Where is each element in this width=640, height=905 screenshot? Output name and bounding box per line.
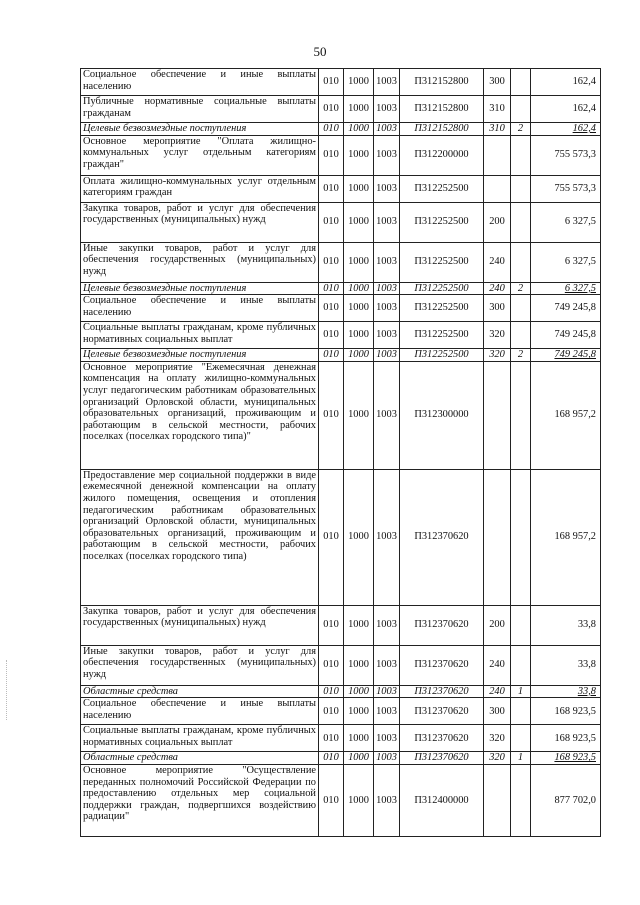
cell-target-article: П312252500 — [400, 322, 484, 349]
cell-name: Социальные выплаты гражданам, кроме публичных нормативных социальных выплат — [81, 322, 319, 349]
cell-funding-source — [511, 242, 531, 282]
cell-funding-source — [511, 469, 531, 605]
table-row — [81, 242, 601, 282]
cell-subsection: 1003 — [374, 135, 400, 175]
cell-funding-source — [511, 764, 531, 836]
cell-target-article: П312300000 — [400, 361, 484, 469]
table-row — [81, 123, 601, 136]
cell-target-article: П312370620 — [400, 698, 484, 725]
cell-subsection: 1003 — [374, 349, 400, 362]
cell-grbs: 010 — [319, 469, 344, 605]
cell-target-article: П312152800 — [400, 123, 484, 136]
cell-funding-source — [511, 96, 531, 123]
cell-subsection: 1003 — [374, 361, 400, 469]
budget-table — [80, 68, 601, 837]
cell-target-article: П312370620 — [400, 645, 484, 685]
cell-amount: 749 245,8 — [531, 295, 601, 322]
cell-section: 1000 — [344, 322, 374, 349]
cell-expense-type: 240 — [484, 685, 511, 698]
cell-name: Предоставление мер социальной поддержки в виде ежемесячной денежной компенсации на оплату жилого помещения, освещения и отопления педагогическим работникам образовательных организаций Орловской области, муниципальных образовательных организаций, проживающим и работающим в сельской местности, рабочих поселках (поселках городского типа) — [81, 469, 319, 605]
cell-subsection: 1003 — [374, 69, 400, 96]
cell-expense-type: 320 — [484, 725, 511, 752]
table-row — [81, 322, 601, 349]
cell-grbs: 010 — [319, 645, 344, 685]
table-row — [81, 469, 601, 605]
cell-subsection: 1003 — [374, 764, 400, 836]
cell-target-article: П312370620 — [400, 725, 484, 752]
table-row — [81, 698, 601, 725]
cell-subsection: 1003 — [374, 725, 400, 752]
cell-amount: 168 923,5 — [531, 698, 601, 725]
cell-name: Областные средства — [81, 752, 319, 765]
cell-funding-source: 1 — [511, 685, 531, 698]
cell-name: Социальное обеспечение и иные выплаты населению — [81, 69, 319, 96]
cell-funding-source — [511, 725, 531, 752]
cell-name: Основное мероприятие "Осуществление переданных полномочий Российской Федерации по предоставлению отдельных мер социальной поддержки граждан, подвергшихся воздействию радиации" — [81, 764, 319, 836]
table-row — [81, 175, 601, 202]
cell-name: Социальное обеспечение и иные выплаты населению — [81, 295, 319, 322]
table-row — [81, 96, 601, 123]
cell-grbs: 010 — [319, 752, 344, 765]
cell-section: 1000 — [344, 469, 374, 605]
cell-funding-source — [511, 202, 531, 242]
cell-target-article: П312252500 — [400, 202, 484, 242]
cell-expense-type: 320 — [484, 752, 511, 765]
cell-amount: 162,4 — [531, 69, 601, 96]
cell-target-article: П312400000 — [400, 764, 484, 836]
cell-amount: 6 327,5 — [531, 242, 601, 282]
cell-section: 1000 — [344, 96, 374, 123]
cell-expense-type: 310 — [484, 123, 511, 136]
cell-subsection: 1003 — [374, 322, 400, 349]
cell-subsection: 1003 — [374, 242, 400, 282]
cell-section: 1000 — [344, 725, 374, 752]
cell-name: Основное мероприятие "Оплата жилищно-коммунальных услуг отдельным категориям граждан" — [81, 135, 319, 175]
margin-mark — [6, 660, 9, 720]
cell-section: 1000 — [344, 764, 374, 836]
cell-target-article: П312252500 — [400, 282, 484, 295]
table-row — [81, 202, 601, 242]
cell-name: Целевые безвозмездные поступления — [81, 123, 319, 136]
cell-grbs: 010 — [319, 605, 344, 645]
cell-amount: 755 573,3 — [531, 175, 601, 202]
table-row — [81, 725, 601, 752]
cell-subsection: 1003 — [374, 123, 400, 136]
cell-amount: 168 923,5 — [531, 752, 601, 765]
cell-funding-source: 2 — [511, 123, 531, 136]
cell-amount: 33,8 — [531, 645, 601, 685]
cell-funding-source — [511, 322, 531, 349]
cell-subsection: 1003 — [374, 685, 400, 698]
cell-target-article: П312152800 — [400, 69, 484, 96]
table-row — [81, 685, 601, 698]
cell-expense-type: 310 — [484, 96, 511, 123]
cell-funding-source — [511, 135, 531, 175]
cell-funding-source — [511, 361, 531, 469]
cell-grbs: 010 — [319, 123, 344, 136]
cell-expense-type: 320 — [484, 322, 511, 349]
cell-target-article: П312370620 — [400, 469, 484, 605]
cell-grbs: 010 — [319, 685, 344, 698]
cell-section: 1000 — [344, 135, 374, 175]
page-number: 50 — [313, 44, 327, 59]
cell-funding-source — [511, 69, 531, 96]
cell-expense-type: 200 — [484, 605, 511, 645]
cell-amount: 749 245,8 — [531, 322, 601, 349]
cell-amount: 162,4 — [531, 96, 601, 123]
cell-grbs: 010 — [319, 202, 344, 242]
cell-expense-type — [484, 175, 511, 202]
cell-name: Закупка товаров, работ и услуг для обеспечения государственных (муниципальных) нужд — [81, 605, 319, 645]
cell-funding-source — [511, 645, 531, 685]
cell-grbs: 010 — [319, 175, 344, 202]
cell-subsection: 1003 — [374, 202, 400, 242]
cell-target-article: П312370620 — [400, 752, 484, 765]
cell-grbs: 010 — [319, 698, 344, 725]
cell-amount: 33,8 — [531, 605, 601, 645]
cell-name: Целевые безвозмездные поступления — [81, 349, 319, 362]
cell-grbs: 010 — [319, 69, 344, 96]
cell-section: 1000 — [344, 645, 374, 685]
cell-target-article: П312152800 — [400, 96, 484, 123]
cell-subsection: 1003 — [374, 698, 400, 725]
cell-name: Закупка товаров, работ и услуг для обеспечения государственных (муниципальных) нужд — [81, 202, 319, 242]
cell-amount: 162,4 — [531, 123, 601, 136]
cell-expense-type — [484, 135, 511, 175]
budget-table-body — [81, 69, 601, 837]
cell-target-article: П312370620 — [400, 685, 484, 698]
cell-grbs: 010 — [319, 725, 344, 752]
cell-expense-type: 200 — [484, 202, 511, 242]
cell-grbs: 010 — [319, 349, 344, 362]
table-row — [81, 135, 601, 175]
cell-expense-type: 300 — [484, 698, 511, 725]
cell-amount: 168 957,2 — [531, 361, 601, 469]
cell-grbs: 010 — [319, 295, 344, 322]
cell-amount: 749 245,8 — [531, 349, 601, 362]
cell-name: Иные закупки товаров, работ и услуг для обеспечения государственных (муниципальных) нужд — [81, 645, 319, 685]
cell-expense-type: 240 — [484, 645, 511, 685]
cell-subsection: 1003 — [374, 605, 400, 645]
cell-section: 1000 — [344, 361, 374, 469]
cell-amount: 877 702,0 — [531, 764, 601, 836]
cell-target-article: П312370620 — [400, 605, 484, 645]
cell-expense-type: 240 — [484, 282, 511, 295]
cell-funding-source: 1 — [511, 752, 531, 765]
cell-section: 1000 — [344, 698, 374, 725]
cell-subsection: 1003 — [374, 295, 400, 322]
cell-target-article: П312252500 — [400, 242, 484, 282]
cell-amount: 6 327,5 — [531, 282, 601, 295]
cell-grbs: 010 — [319, 282, 344, 295]
cell-expense-type — [484, 764, 511, 836]
cell-target-article: П312200000 — [400, 135, 484, 175]
cell-name: Целевые безвозмездные поступления — [81, 282, 319, 295]
cell-amount: 755 573,3 — [531, 135, 601, 175]
cell-section: 1000 — [344, 295, 374, 322]
table-row — [81, 645, 601, 685]
cell-target-article: П312252500 — [400, 349, 484, 362]
cell-amount: 6 327,5 — [531, 202, 601, 242]
table-row — [81, 295, 601, 322]
cell-grbs: 010 — [319, 96, 344, 123]
cell-expense-type: 300 — [484, 69, 511, 96]
cell-name: Социальное обеспечение и иные выплаты населению — [81, 698, 319, 725]
cell-expense-type: 300 — [484, 295, 511, 322]
cell-funding-source: 2 — [511, 282, 531, 295]
table-row — [81, 361, 601, 469]
cell-grbs: 010 — [319, 135, 344, 175]
cell-section: 1000 — [344, 752, 374, 765]
cell-name: Публичные нормативные социальные выплаты гражданам — [81, 96, 319, 123]
cell-section: 1000 — [344, 685, 374, 698]
cell-amount: 168 957,2 — [531, 469, 601, 605]
table-row — [81, 764, 601, 836]
cell-name: Оплата жилищно-коммунальных услуг отдельным категориям граждан — [81, 175, 319, 202]
table-row — [81, 282, 601, 295]
cell-subsection: 1003 — [374, 469, 400, 605]
cell-grbs: 010 — [319, 764, 344, 836]
cell-funding-source — [511, 698, 531, 725]
cell-grbs: 010 — [319, 242, 344, 282]
cell-expense-type: 320 — [484, 349, 511, 362]
cell-expense-type — [484, 469, 511, 605]
cell-section: 1000 — [344, 242, 374, 282]
cell-name: Областные средства — [81, 685, 319, 698]
cell-funding-source — [511, 175, 531, 202]
cell-amount: 168 923,5 — [531, 725, 601, 752]
cell-section: 1000 — [344, 175, 374, 202]
cell-subsection: 1003 — [374, 752, 400, 765]
table-row — [81, 349, 601, 362]
table-row — [81, 605, 601, 645]
cell-name: Основное мероприятие "Ежемесячная денежная компенсация на оплату жилищно-коммунальных услуг педагогическим работникам образовательных организаций Орловской области, муниципальных образовательных организаций, проживающим и работающим в сельской местности, рабочих поселках (поселках городского типа)" — [81, 361, 319, 469]
cell-section: 1000 — [344, 69, 374, 96]
cell-target-article: П312252500 — [400, 295, 484, 322]
cell-name: Социальные выплаты гражданам, кроме публичных нормативных социальных выплат — [81, 725, 319, 752]
cell-funding-source: 2 — [511, 349, 531, 362]
cell-expense-type — [484, 361, 511, 469]
cell-grbs: 010 — [319, 361, 344, 469]
table-row — [81, 69, 601, 96]
cell-funding-source — [511, 295, 531, 322]
cell-section: 1000 — [344, 605, 374, 645]
cell-section: 1000 — [344, 282, 374, 295]
cell-section: 1000 — [344, 202, 374, 242]
cell-section: 1000 — [344, 123, 374, 136]
table-row — [81, 752, 601, 765]
cell-amount: 33,8 — [531, 685, 601, 698]
cell-target-article: П312252500 — [400, 175, 484, 202]
cell-name: Иные закупки товаров, работ и услуг для обеспечения государственных (муниципальных) нужд — [81, 242, 319, 282]
cell-section: 1000 — [344, 349, 374, 362]
cell-subsection: 1003 — [374, 96, 400, 123]
cell-expense-type: 240 — [484, 242, 511, 282]
cell-grbs: 010 — [319, 322, 344, 349]
cell-funding-source — [511, 605, 531, 645]
cell-subsection: 1003 — [374, 645, 400, 685]
cell-subsection: 1003 — [374, 175, 400, 202]
cell-subsection: 1003 — [374, 282, 400, 295]
